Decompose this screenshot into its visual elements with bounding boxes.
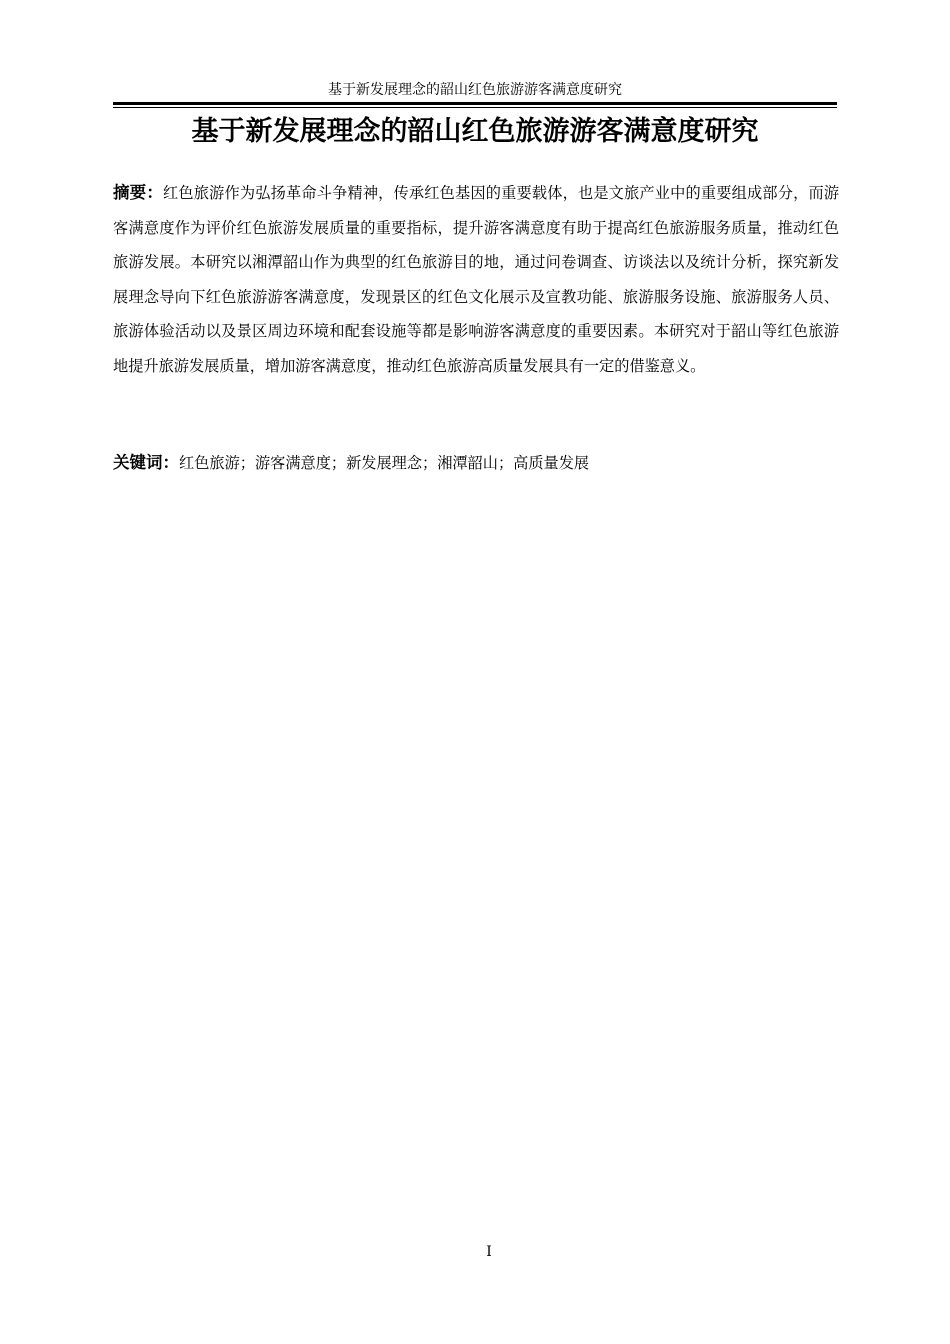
keywords-text: 红色旅游；游客满意度；新发展理念；湘潭韶山；高质量发展 (179, 454, 590, 472)
abstract-text: 红色旅游作为弘扬革命斗争精神，传承红色基因的重要载体，也是文旅产业中的重要组成部分，而游客满意度作为评价红色旅游发展质量的重要指标，提升游客满意度有助于提高红色旅游服务质量，推动红色旅游发展。本研究以湘潭韶山作为典型的红色旅游目的地，通过问卷调查、访谈法以及统计分析，探究新发展理念导向下红色旅游游客满意度，发现景区的红色文化展示及宣教功能、旅游服务设施、旅游服务人员、旅游体验活动以及景区周边环境和配套设施等都是影响游客满意度的重要因素。本研究对于韶山等红色旅游地提升旅游发展质量，增加游客满意度，推动红色旅游高质量发展具有一定的借鉴意义。 (113, 184, 840, 375)
header-rule-thin (113, 107, 837, 108)
abstract-paragraph (113, 176, 839, 384)
page-number: I (486, 1244, 492, 1260)
header-rule-thick (113, 102, 837, 105)
paper-title: 基于新发展理念的韶山红色旅游游客满意度研究 (191, 116, 759, 147)
running-header: 基于新发展理念的韶山红色旅游游客满意度研究 (328, 82, 622, 98)
abstract-label: 摘要： (113, 183, 164, 202)
keywords-label: 关键词： (113, 453, 179, 472)
keywords-paragraph (113, 446, 839, 480)
